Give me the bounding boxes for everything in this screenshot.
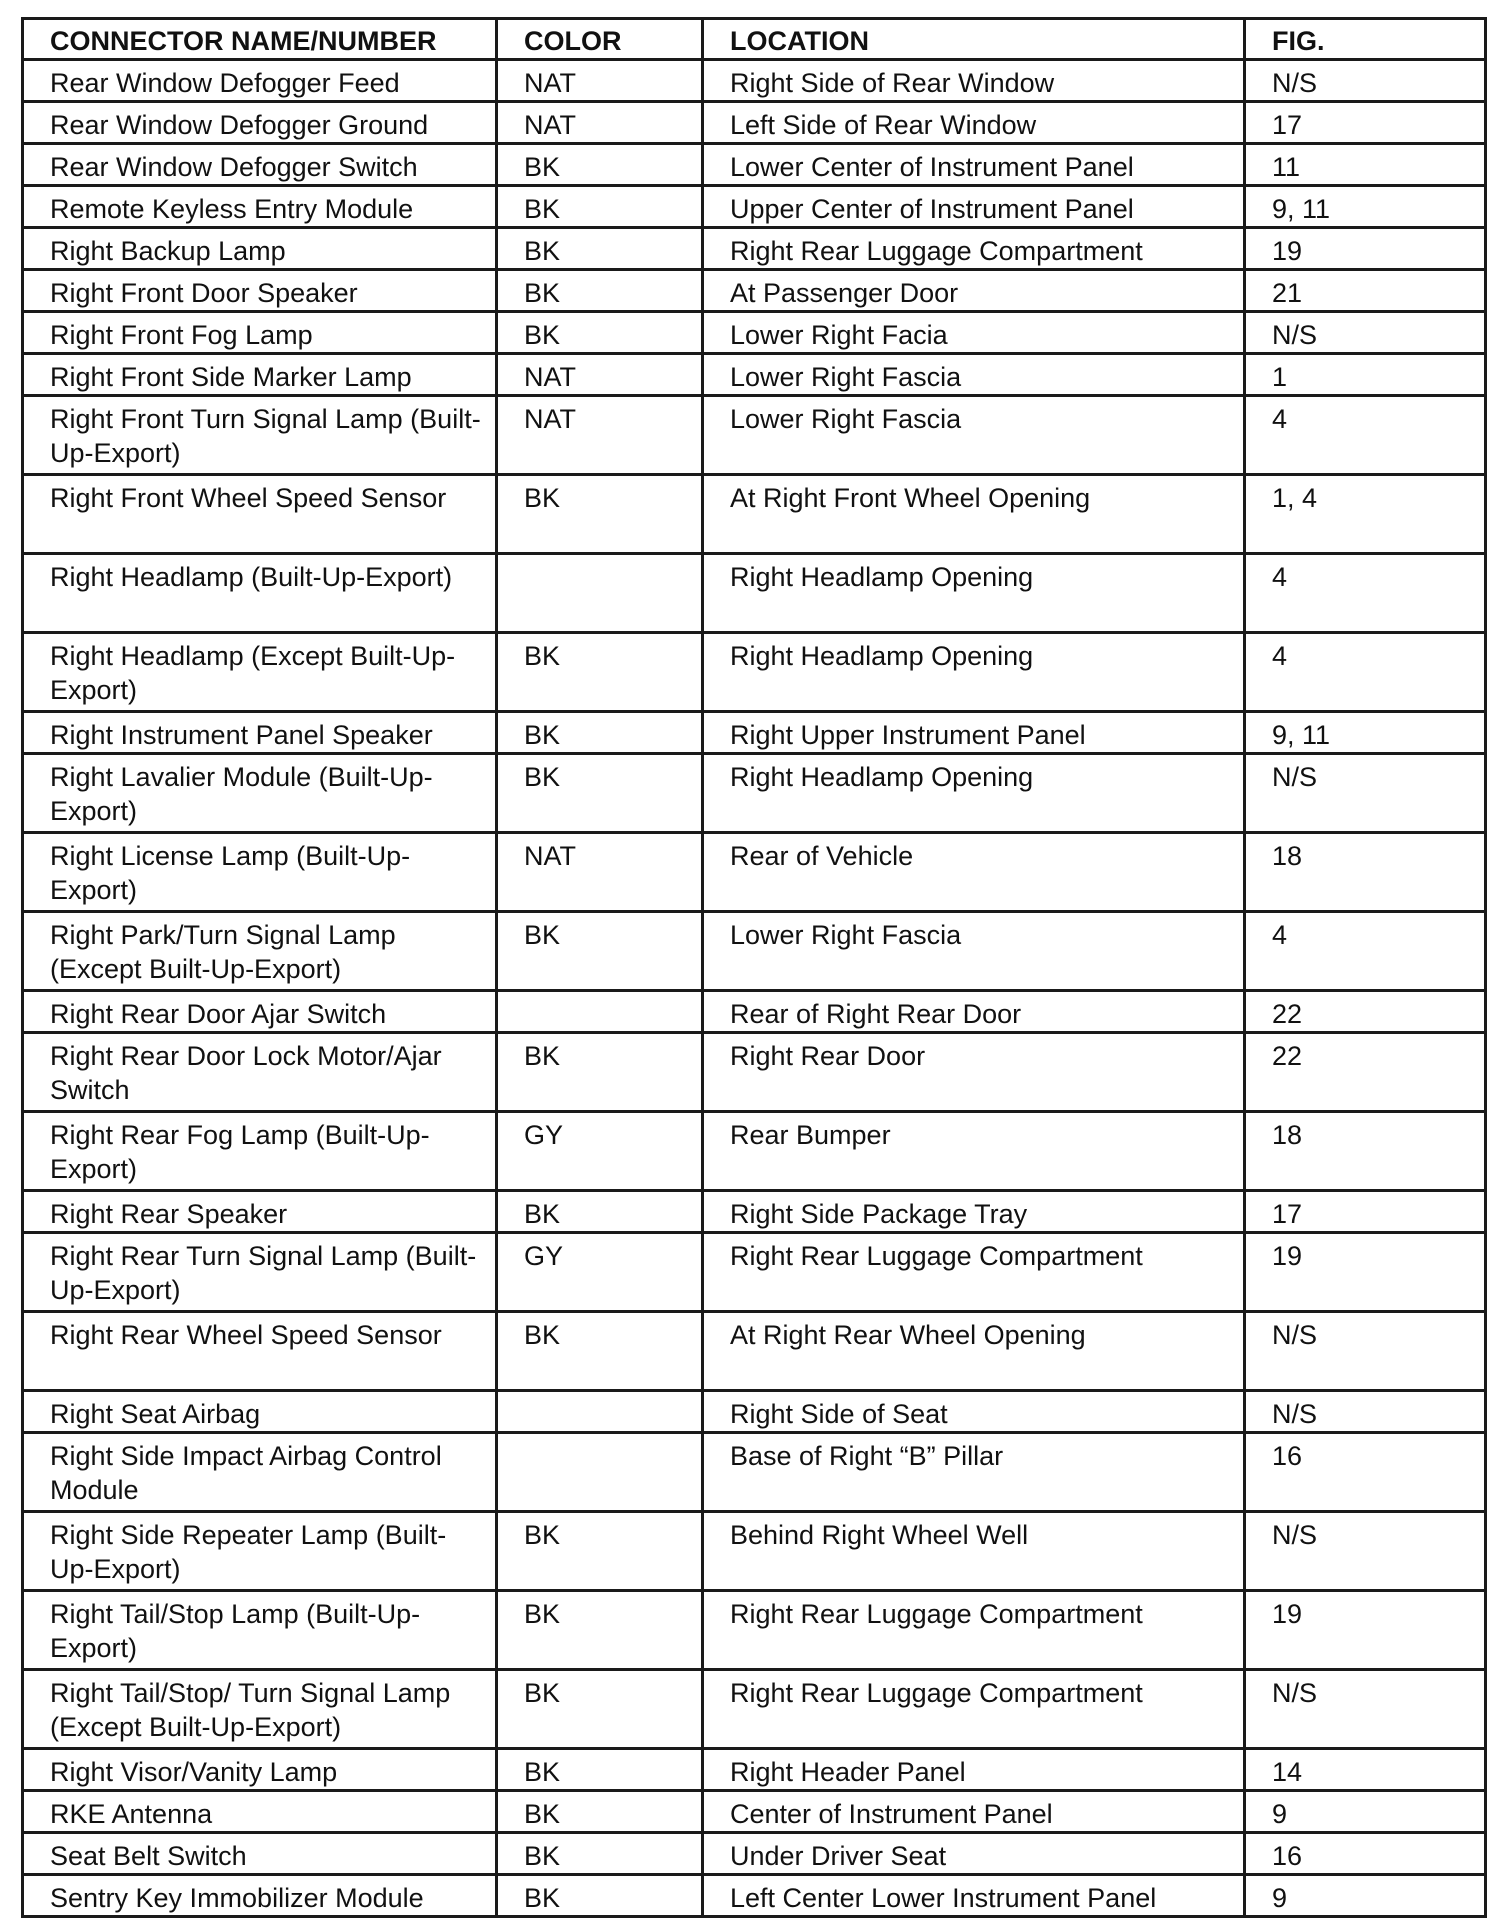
table-row (23, 102, 1486, 144)
table-row (23, 1391, 1486, 1433)
table-row (23, 1833, 1486, 1875)
fig-cell: 4 (1245, 396, 1486, 475)
fig-cell: 1 (1245, 354, 1486, 396)
connector-name-cell: Right Front Fog Lamp (23, 312, 497, 354)
connector-name-cell: Right Park/Turn Signal Lamp (Except Built-Up-Export) (23, 912, 497, 991)
color-cell (497, 554, 703, 633)
color-cell: BK (497, 186, 703, 228)
connector-name-cell: Right Front Turn Signal Lamp (Built-Up-Export) (23, 396, 497, 475)
location-cell: Right Headlamp Opening (703, 633, 1245, 712)
connector-name-cell: Right Side Repeater Lamp (Built-Up-Export) (23, 1512, 497, 1591)
color-cell: BK (497, 1591, 703, 1670)
color-cell: NAT (497, 396, 703, 475)
table-row (23, 144, 1486, 186)
table-row (23, 1749, 1486, 1791)
header-color: COLOR (497, 19, 703, 60)
fig-cell: N/S (1245, 1670, 1486, 1749)
header-location: LOCATION (703, 19, 1245, 60)
fig-cell: 19 (1245, 1233, 1486, 1312)
color-cell: GY (497, 1112, 703, 1191)
location-cell: Right Rear Luggage Compartment (703, 1591, 1245, 1670)
color-cell: BK (497, 1833, 703, 1875)
fig-cell: N/S (1245, 1391, 1486, 1433)
color-cell: NAT (497, 833, 703, 912)
connector-name-cell: Rear Window Defogger Ground (23, 102, 497, 144)
color-cell: BK (497, 912, 703, 991)
color-cell: BK (497, 754, 703, 833)
connector-name-cell: Right Rear Door Ajar Switch (23, 991, 497, 1033)
location-cell: Lower Center of Instrument Panel (703, 144, 1245, 186)
fig-cell: N/S (1245, 312, 1486, 354)
table-row (23, 991, 1486, 1033)
color-cell: NAT (497, 354, 703, 396)
color-cell: BK (497, 1191, 703, 1233)
header-row (23, 19, 1486, 60)
fig-cell: 9 (1245, 1791, 1486, 1833)
table-row (23, 354, 1486, 396)
fig-cell: 11 (1245, 144, 1486, 186)
table-row (23, 1191, 1486, 1233)
fig-cell: 9, 11 (1245, 712, 1486, 754)
fig-cell: 14 (1245, 1749, 1486, 1791)
connector-name-cell: Right Rear Turn Signal Lamp (Built-Up-Export) (23, 1233, 497, 1312)
location-cell: Lower Right Fascia (703, 396, 1245, 475)
location-cell: Rear of Right Rear Door (703, 991, 1245, 1033)
location-cell: At Right Front Wheel Opening (703, 475, 1245, 554)
table-row (23, 1591, 1486, 1670)
fig-cell: 4 (1245, 912, 1486, 991)
color-cell (497, 1391, 703, 1433)
connector-name-cell: Right Headlamp (Except Built-Up-Export) (23, 633, 497, 712)
location-cell: Rear Bumper (703, 1112, 1245, 1191)
table-row (23, 1033, 1486, 1112)
fig-cell: 18 (1245, 1112, 1486, 1191)
fig-cell: 9, 11 (1245, 186, 1486, 228)
table-row (23, 1670, 1486, 1749)
connector-name-cell: Right Headlamp (Built-Up-Export) (23, 554, 497, 633)
color-cell: BK (497, 633, 703, 712)
location-cell: Rear of Vehicle (703, 833, 1245, 912)
fig-cell: 16 (1245, 1833, 1486, 1875)
table-row (23, 1875, 1486, 1917)
connector-name-cell: Right Tail/Stop/ Turn Signal Lamp (Except Built-Up-Export) (23, 1670, 497, 1749)
table-row (23, 1433, 1486, 1512)
location-cell: Lower Right Facia (703, 312, 1245, 354)
table-body (23, 60, 1486, 1917)
connector-name-cell: Right Rear Wheel Speed Sensor (23, 1312, 497, 1391)
connector-name-cell: Sentry Key Immobilizer Module (23, 1875, 497, 1917)
location-cell: Lower Right Fascia (703, 354, 1245, 396)
fig-cell: 9 (1245, 1875, 1486, 1917)
connector-name-cell: Rear Window Defogger Switch (23, 144, 497, 186)
table-row (23, 312, 1486, 354)
fig-cell: 21 (1245, 270, 1486, 312)
fig-cell: 19 (1245, 228, 1486, 270)
header-connector-name: CONNECTOR NAME/NUMBER (23, 19, 497, 60)
connector-name-cell: Seat Belt Switch (23, 1833, 497, 1875)
location-cell: Behind Right Wheel Well (703, 1512, 1245, 1591)
connector-name-cell: Right Instrument Panel Speaker (23, 712, 497, 754)
connector-name-cell: Right License Lamp (Built-Up-Export) (23, 833, 497, 912)
table-row (23, 1791, 1486, 1833)
fig-cell: 19 (1245, 1591, 1486, 1670)
location-cell: Right Headlamp Opening (703, 754, 1245, 833)
location-cell: Base of Right “B” Pillar (703, 1433, 1245, 1512)
color-cell: BK (497, 270, 703, 312)
connector-name-cell: Right Rear Speaker (23, 1191, 497, 1233)
location-cell: Right Headlamp Opening (703, 554, 1245, 633)
connector-name-cell: Right Seat Airbag (23, 1391, 497, 1433)
fig-cell: 22 (1245, 991, 1486, 1033)
color-cell: BK (497, 1033, 703, 1112)
location-cell: Right Rear Door (703, 1033, 1245, 1112)
table-row (23, 186, 1486, 228)
location-cell: Right Rear Luggage Compartment (703, 1670, 1245, 1749)
connector-table (21, 17, 1487, 1918)
color-cell: BK (497, 312, 703, 354)
fig-cell: 22 (1245, 1033, 1486, 1112)
table-row (23, 1112, 1486, 1191)
fig-cell: 4 (1245, 554, 1486, 633)
location-cell: Left Center Lower Instrument Panel (703, 1875, 1245, 1917)
location-cell: Right Side of Seat (703, 1391, 1245, 1433)
table-row (23, 633, 1486, 712)
color-cell: BK (497, 1670, 703, 1749)
table-row (23, 754, 1486, 833)
location-cell: Center of Instrument Panel (703, 1791, 1245, 1833)
color-cell: NAT (497, 102, 703, 144)
fig-cell: 17 (1245, 1191, 1486, 1233)
color-cell: NAT (497, 60, 703, 102)
color-cell: BK (497, 1791, 703, 1833)
color-cell: BK (497, 712, 703, 754)
color-cell: GY (497, 1233, 703, 1312)
table-row (23, 228, 1486, 270)
location-cell: Under Driver Seat (703, 1833, 1245, 1875)
color-cell: BK (497, 228, 703, 270)
fig-cell: N/S (1245, 754, 1486, 833)
fig-cell: 4 (1245, 633, 1486, 712)
color-cell: BK (497, 1512, 703, 1591)
connector-name-cell: Right Rear Fog Lamp (Built-Up-Export) (23, 1112, 497, 1191)
fig-cell: 18 (1245, 833, 1486, 912)
connector-name-cell: Remote Keyless Entry Module (23, 186, 497, 228)
location-cell: Left Side of Rear Window (703, 102, 1245, 144)
fig-cell: 17 (1245, 102, 1486, 144)
connector-name-cell: Right Front Door Speaker (23, 270, 497, 312)
location-cell: Upper Center of Instrument Panel (703, 186, 1245, 228)
connector-name-cell: Right Front Wheel Speed Sensor (23, 475, 497, 554)
fig-cell: N/S (1245, 1512, 1486, 1591)
table-row (23, 396, 1486, 475)
connector-name-cell: RKE Antenna (23, 1791, 497, 1833)
connector-name-cell: Right Visor/Vanity Lamp (23, 1749, 497, 1791)
table-row (23, 270, 1486, 312)
location-cell: Right Rear Luggage Compartment (703, 228, 1245, 270)
location-cell: Right Rear Luggage Compartment (703, 1233, 1245, 1312)
fig-cell: 16 (1245, 1433, 1486, 1512)
color-cell: BK (497, 475, 703, 554)
table-row (23, 554, 1486, 633)
color-cell: BK (497, 1875, 703, 1917)
table-row (23, 1312, 1486, 1391)
location-cell: At Passenger Door (703, 270, 1245, 312)
connector-name-cell: Right Front Side Marker Lamp (23, 354, 497, 396)
table-row (23, 60, 1486, 102)
color-cell (497, 991, 703, 1033)
table-row (23, 712, 1486, 754)
fig-cell: N/S (1245, 60, 1486, 102)
location-cell: Right Upper Instrument Panel (703, 712, 1245, 754)
location-cell: Right Header Panel (703, 1749, 1245, 1791)
connector-name-cell: Right Tail/Stop Lamp (Built-Up-Export) (23, 1591, 497, 1670)
table-row (23, 1512, 1486, 1591)
table-row (23, 912, 1486, 991)
location-cell: Right Side Package Tray (703, 1191, 1245, 1233)
connector-name-cell: Right Side Impact Airbag Control Module (23, 1433, 497, 1512)
color-cell: BK (497, 1312, 703, 1391)
location-cell: Right Side of Rear Window (703, 60, 1245, 102)
fig-cell: N/S (1245, 1312, 1486, 1391)
header-fig: FIG. (1245, 19, 1486, 60)
connector-name-cell: Rear Window Defogger Feed (23, 60, 497, 102)
table-row (23, 833, 1486, 912)
connector-name-cell: Right Backup Lamp (23, 228, 497, 270)
table-row (23, 475, 1486, 554)
table-row (23, 1233, 1486, 1312)
connector-name-cell: Right Rear Door Lock Motor/Ajar Switch (23, 1033, 497, 1112)
connector-name-cell: Right Lavalier Module (Built-Up-Export) (23, 754, 497, 833)
color-cell: BK (497, 144, 703, 186)
fig-cell: 1, 4 (1245, 475, 1486, 554)
color-cell (497, 1433, 703, 1512)
location-cell: Lower Right Fascia (703, 912, 1245, 991)
location-cell: At Right Rear Wheel Opening (703, 1312, 1245, 1391)
color-cell: BK (497, 1749, 703, 1791)
